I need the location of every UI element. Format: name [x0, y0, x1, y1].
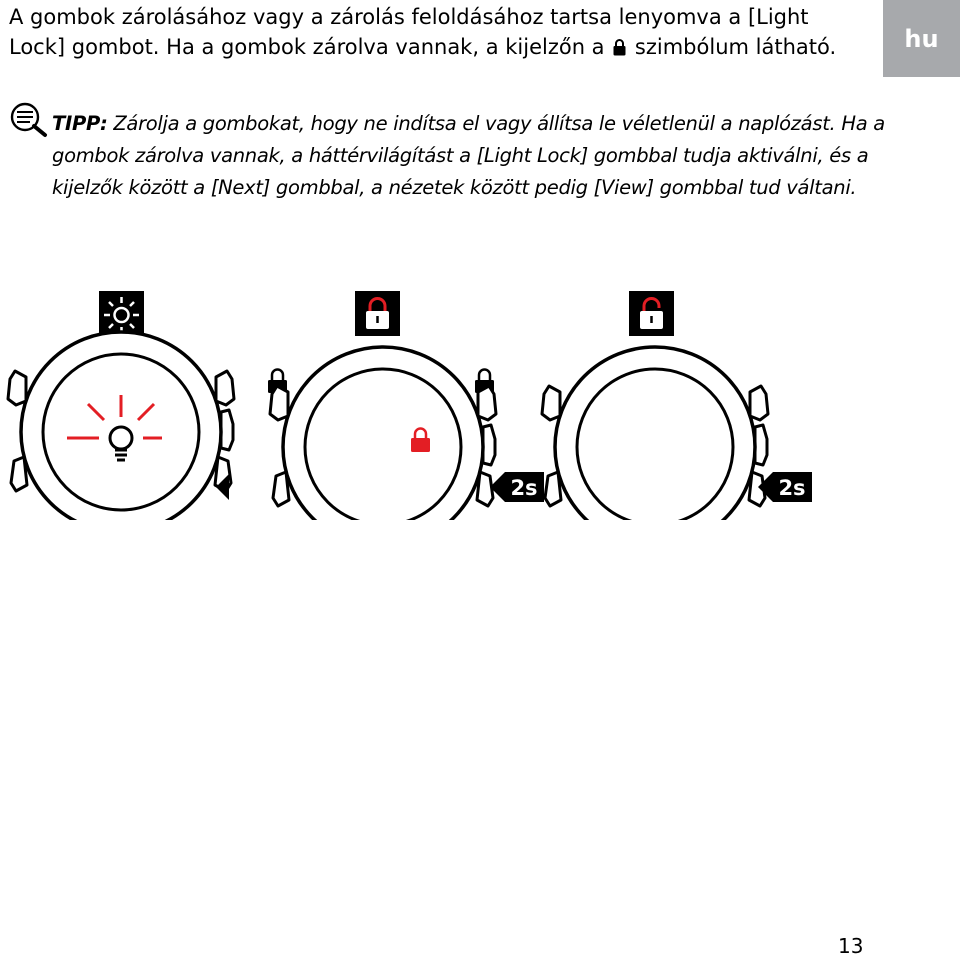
intro-text-end: szimbólum látható.: [634, 35, 837, 59]
press-2s-marker: [490, 472, 544, 502]
watch-3: [542, 291, 812, 520]
tip-body: Zárolja a gombokat, hogy ne indítsa el vagy állítsa le véletlenül a naplózást. Ha a gombok zárolva vannak, a háttérvilágítást a [Light Lock] gombbal tudja aktiválni, és a kijelzők között a [Next] gombbal, a nézetek között pedig [View] gombbal tud váltani.: [52, 112, 885, 199]
tip-text: [7, 108, 907, 204]
lock-closed-icon: [355, 291, 400, 336]
backlight-icon: [99, 291, 144, 336]
intro-paragraph: [9, 2, 869, 62]
tip-block: [7, 108, 907, 204]
lock-open-icon: [629, 291, 674, 336]
magnifier-note-icon: [7, 102, 49, 140]
press-2s-label: 2s: [778, 476, 806, 500]
tip-label: TIPP:: [52, 112, 108, 135]
page-number: 13: [838, 934, 864, 958]
language-tab-label: hu: [904, 24, 939, 53]
watch-illustration: [0, 280, 960, 520]
lock-icon: [613, 38, 626, 56]
intro-text-start: A gombok zárolásához vagy a zárolás feloldásához tartsa lenyomva a [Light Lock] gombot. Ha a gombok zárolva vannak, a kijelzőn a: [9, 5, 809, 59]
watch-2: [268, 291, 544, 520]
watch-figure: [0, 280, 960, 520]
press-2s-label: 2s: [510, 476, 538, 500]
language-tab: [883, 0, 960, 77]
watch-1: [8, 291, 234, 520]
